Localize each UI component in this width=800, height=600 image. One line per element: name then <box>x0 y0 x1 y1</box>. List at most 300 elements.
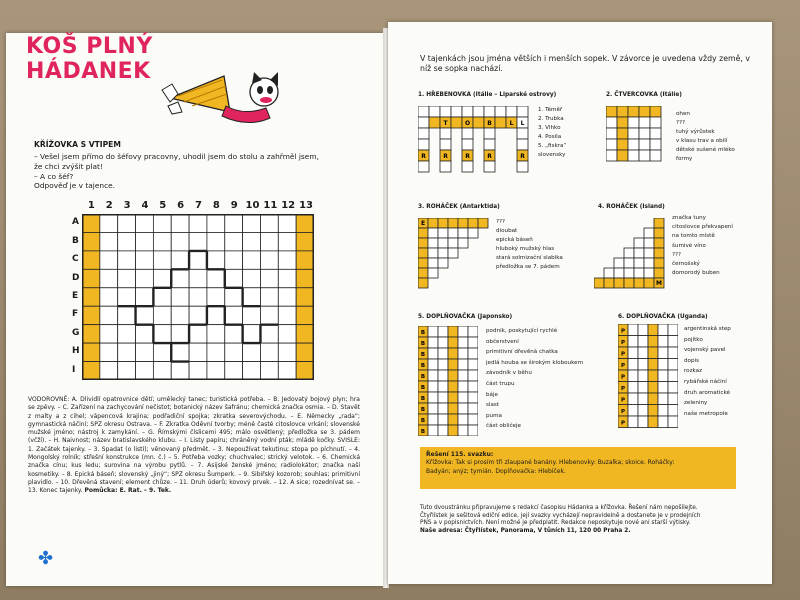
grid-cell[interactable] <box>658 416 668 428</box>
grid-cell[interactable] <box>468 370 478 381</box>
grid-cell[interactable] <box>296 251 314 269</box>
grid-cell[interactable] <box>617 150 628 161</box>
grid-cell[interactable] <box>153 288 171 306</box>
grid-cell[interactable] <box>100 251 118 269</box>
grid-cell[interactable] <box>243 343 261 361</box>
grid-cell[interactable] <box>189 251 207 269</box>
grid-cell[interactable] <box>440 161 451 172</box>
grid-cell[interactable] <box>648 405 658 417</box>
grid-cell[interactable] <box>628 128 639 139</box>
grid-cell[interactable] <box>100 343 118 361</box>
grid-cell[interactable] <box>438 381 448 392</box>
grid-cell[interactable] <box>468 228 478 238</box>
grid-cell[interactable] <box>278 306 296 324</box>
grid-cell[interactable] <box>478 218 488 228</box>
grid-cell[interactable] <box>517 139 528 150</box>
grid-cell[interactable] <box>438 337 448 348</box>
grid-cell[interactable] <box>296 214 314 232</box>
grid-cell[interactable] <box>260 232 278 250</box>
grid-cell[interactable] <box>639 150 650 161</box>
grid-cell[interactable] <box>468 348 478 359</box>
grid-cell[interactable] <box>604 278 614 288</box>
grid-cell[interactable] <box>207 325 225 343</box>
grid-cell[interactable] <box>648 347 658 359</box>
grid-cell[interactable] <box>418 258 428 268</box>
grid-cell[interactable] <box>648 359 658 371</box>
grid-cell[interactable] <box>243 306 261 324</box>
grid-cell[interactable] <box>136 325 154 343</box>
grid-cell[interactable] <box>82 325 100 343</box>
grid-cell[interactable] <box>429 117 440 128</box>
grid-cell[interactable] <box>648 393 658 405</box>
grid-cell[interactable] <box>638 416 648 428</box>
grid-cell[interactable] <box>100 362 118 380</box>
grid-cell[interactable] <box>438 414 448 425</box>
grid-cell[interactable] <box>658 393 668 405</box>
grid-cell[interactable] <box>628 336 638 348</box>
grid-cell[interactable] <box>448 392 458 403</box>
grid-cell[interactable] <box>668 359 678 371</box>
grid-cell[interactable] <box>418 238 428 248</box>
grid-cell[interactable] <box>118 269 136 287</box>
grid-cell[interactable] <box>468 326 478 337</box>
grid-cell[interactable] <box>650 128 661 139</box>
grid-cell[interactable] <box>428 228 438 238</box>
crossword-grid[interactable] <box>82 214 314 380</box>
grid-cell[interactable] <box>438 348 448 359</box>
grid-cell[interactable] <box>171 232 189 250</box>
grid-cell[interactable] <box>260 343 278 361</box>
grid-cell[interactable] <box>296 343 314 361</box>
grid-cell[interactable] <box>136 251 154 269</box>
grid-cell[interactable] <box>644 268 654 278</box>
grid-cell[interactable] <box>278 232 296 250</box>
grid-cell[interactable] <box>668 370 678 382</box>
grid-cell[interactable] <box>243 269 261 287</box>
grid-cell[interactable] <box>438 359 448 370</box>
grid-cell[interactable] <box>644 238 654 248</box>
grid-cell[interactable] <box>82 306 100 324</box>
grid-cell[interactable] <box>506 106 517 117</box>
grid-cell[interactable] <box>628 117 639 128</box>
grid-cell[interactable] <box>628 405 638 417</box>
grid-cell[interactable] <box>136 343 154 361</box>
grid-cell[interactable] <box>638 336 648 348</box>
grid-cell[interactable] <box>429 106 440 117</box>
grid-cell[interactable] <box>153 251 171 269</box>
grid-cell[interactable] <box>189 288 207 306</box>
grid-cell[interactable] <box>517 161 528 172</box>
grid-cell[interactable] <box>484 139 495 150</box>
grid-cell[interactable] <box>468 414 478 425</box>
grid-cell[interactable] <box>458 392 468 403</box>
grid-cell[interactable] <box>418 161 429 172</box>
grid-cell[interactable] <box>458 403 468 414</box>
grid-cell[interactable] <box>668 336 678 348</box>
grid-cell[interactable] <box>473 117 484 128</box>
grid-cell[interactable] <box>624 248 634 258</box>
grid-cell[interactable] <box>243 362 261 380</box>
grid-cell[interactable] <box>296 306 314 324</box>
grid-cell[interactable] <box>136 306 154 324</box>
grid-cell[interactable] <box>418 228 428 238</box>
grid-cell[interactable] <box>153 362 171 380</box>
grid-cell[interactable] <box>644 248 654 258</box>
grid-cell[interactable] <box>638 405 648 417</box>
grid-cell[interactable] <box>243 232 261 250</box>
grid-cell[interactable] <box>617 139 628 150</box>
grid-cell[interactable] <box>428 337 438 348</box>
grid-cell[interactable] <box>260 288 278 306</box>
grid-cell[interactable] <box>118 325 136 343</box>
puzzle-1-grid[interactable] <box>418 106 530 178</box>
grid-cell[interactable] <box>458 218 468 228</box>
grid-cell[interactable] <box>484 128 495 139</box>
grid-cell[interactable] <box>438 403 448 414</box>
grid-cell[interactable] <box>468 359 478 370</box>
grid-cell[interactable] <box>171 251 189 269</box>
grid-cell[interactable] <box>438 370 448 381</box>
grid-cell[interactable] <box>82 232 100 250</box>
grid-cell[interactable] <box>468 337 478 348</box>
grid-cell[interactable] <box>118 251 136 269</box>
grid-cell[interactable] <box>418 117 429 128</box>
grid-cell[interactable] <box>189 269 207 287</box>
grid-cell[interactable] <box>628 370 638 382</box>
grid-cell[interactable] <box>440 128 451 139</box>
grid-cell[interactable] <box>207 269 225 287</box>
grid-cell[interactable] <box>438 228 448 238</box>
grid-cell[interactable] <box>658 370 668 382</box>
grid-cell[interactable] <box>462 106 473 117</box>
grid-cell[interactable] <box>458 359 468 370</box>
grid-cell[interactable] <box>658 324 668 336</box>
grid-cell[interactable] <box>428 414 438 425</box>
puzzle-6-grid[interactable] <box>618 324 678 428</box>
grid-cell[interactable] <box>495 117 506 128</box>
grid-cell[interactable] <box>628 150 639 161</box>
grid-cell[interactable] <box>650 117 661 128</box>
grid-cell[interactable] <box>638 347 648 359</box>
grid-cell[interactable] <box>654 248 664 258</box>
grid-cell[interactable] <box>100 232 118 250</box>
grid-cell[interactable] <box>468 392 478 403</box>
grid-cell[interactable] <box>648 382 658 394</box>
grid-cell[interactable] <box>189 362 207 380</box>
grid-cell[interactable] <box>648 370 658 382</box>
grid-cell[interactable] <box>628 106 639 117</box>
grid-cell[interactable] <box>260 214 278 232</box>
grid-cell[interactable] <box>639 106 650 117</box>
grid-cell[interactable] <box>207 343 225 361</box>
grid-cell[interactable] <box>468 425 478 436</box>
grid-cell[interactable] <box>462 128 473 139</box>
grid-cell[interactable] <box>418 278 428 288</box>
grid-cell[interactable] <box>428 326 438 337</box>
grid-cell[interactable] <box>617 117 628 128</box>
grid-cell[interactable] <box>278 343 296 361</box>
grid-cell[interactable] <box>638 382 648 394</box>
grid-cell[interactable] <box>638 393 648 405</box>
grid-cell[interactable] <box>458 370 468 381</box>
grid-cell[interactable] <box>634 238 644 248</box>
grid-cell[interactable] <box>606 128 617 139</box>
grid-cell[interactable] <box>644 258 654 268</box>
grid-cell[interactable] <box>639 117 650 128</box>
grid-cell[interactable] <box>82 343 100 361</box>
grid-cell[interactable] <box>438 425 448 436</box>
grid-cell[interactable] <box>634 278 644 288</box>
grid-cell[interactable] <box>650 150 661 161</box>
grid-cell[interactable] <box>448 403 458 414</box>
grid-cell[interactable] <box>517 106 528 117</box>
grid-cell[interactable] <box>225 251 243 269</box>
grid-cell[interactable] <box>243 288 261 306</box>
grid-cell[interactable] <box>207 306 225 324</box>
grid-cell[interactable] <box>418 248 428 258</box>
grid-cell[interactable] <box>171 343 189 361</box>
grid-cell[interactable] <box>418 139 429 150</box>
grid-cell[interactable] <box>606 106 617 117</box>
grid-cell[interactable] <box>451 117 462 128</box>
grid-cell[interactable] <box>100 214 118 232</box>
grid-cell[interactable] <box>438 392 448 403</box>
grid-cell[interactable] <box>638 359 648 371</box>
grid-cell[interactable] <box>468 218 478 228</box>
grid-cell[interactable] <box>448 337 458 348</box>
grid-cell[interactable] <box>448 228 458 238</box>
grid-cell[interactable] <box>668 347 678 359</box>
grid-cell[interactable] <box>624 278 634 288</box>
grid-cell[interactable] <box>260 325 278 343</box>
grid-cell[interactable] <box>650 139 661 150</box>
grid-cell[interactable] <box>296 288 314 306</box>
grid-cell[interactable] <box>668 393 678 405</box>
grid-cell[interactable] <box>468 403 478 414</box>
grid-cell[interactable] <box>207 288 225 306</box>
grid-cell[interactable] <box>118 288 136 306</box>
grid-cell[interactable] <box>448 381 458 392</box>
grid-cell[interactable] <box>428 381 438 392</box>
grid-cell[interactable] <box>418 268 428 278</box>
grid-cell[interactable] <box>448 370 458 381</box>
grid-cell[interactable] <box>428 218 438 228</box>
grid-cell[interactable] <box>638 370 648 382</box>
grid-cell[interactable] <box>634 248 644 258</box>
grid-cell[interactable] <box>628 347 638 359</box>
grid-cell[interactable] <box>438 218 448 228</box>
grid-cell[interactable] <box>634 268 644 278</box>
grid-cell[interactable] <box>654 238 664 248</box>
grid-cell[interactable] <box>296 269 314 287</box>
grid-cell[interactable] <box>428 359 438 370</box>
grid-cell[interactable] <box>171 214 189 232</box>
grid-cell[interactable] <box>278 251 296 269</box>
grid-cell[interactable] <box>644 278 654 288</box>
grid-cell[interactable] <box>82 288 100 306</box>
grid-cell[interactable] <box>136 214 154 232</box>
grid-cell[interactable] <box>225 325 243 343</box>
grid-cell[interactable] <box>428 248 438 258</box>
grid-cell[interactable] <box>118 214 136 232</box>
grid-cell[interactable] <box>428 238 438 248</box>
grid-cell[interactable] <box>260 362 278 380</box>
grid-cell[interactable] <box>628 393 638 405</box>
grid-cell[interactable] <box>462 161 473 172</box>
grid-cell[interactable] <box>654 258 664 268</box>
grid-cell[interactable] <box>82 251 100 269</box>
grid-cell[interactable] <box>440 106 451 117</box>
grid-cell[interactable] <box>668 405 678 417</box>
grid-cell[interactable] <box>606 150 617 161</box>
grid-cell[interactable] <box>153 214 171 232</box>
grid-cell[interactable] <box>260 269 278 287</box>
grid-cell[interactable] <box>153 325 171 343</box>
grid-cell[interactable] <box>658 405 668 417</box>
grid-cell[interactable] <box>278 362 296 380</box>
grid-cell[interactable] <box>440 139 451 150</box>
grid-cell[interactable] <box>654 218 664 228</box>
grid-cell[interactable] <box>654 268 664 278</box>
grid-cell[interactable] <box>428 392 438 403</box>
grid-cell[interactable] <box>296 325 314 343</box>
puzzle-2-grid[interactable] <box>606 106 670 170</box>
grid-cell[interactable] <box>189 325 207 343</box>
grid-cell[interactable] <box>296 232 314 250</box>
grid-cell[interactable] <box>243 251 261 269</box>
grid-cell[interactable] <box>225 343 243 361</box>
grid-cell[interactable] <box>82 362 100 380</box>
grid-cell[interactable] <box>668 324 678 336</box>
grid-cell[interactable] <box>604 268 614 278</box>
grid-cell[interactable] <box>171 325 189 343</box>
grid-cell[interactable] <box>517 128 528 139</box>
grid-cell[interactable] <box>648 336 658 348</box>
grid-cell[interactable] <box>153 232 171 250</box>
grid-cell[interactable] <box>82 214 100 232</box>
grid-cell[interactable] <box>118 362 136 380</box>
grid-cell[interactable] <box>428 348 438 359</box>
grid-cell[interactable] <box>207 362 225 380</box>
grid-cell[interactable] <box>296 362 314 380</box>
grid-cell[interactable] <box>462 139 473 150</box>
puzzle-3-grid[interactable] <box>418 218 490 290</box>
grid-cell[interactable] <box>136 269 154 287</box>
grid-cell[interactable] <box>118 306 136 324</box>
grid-cell[interactable] <box>495 106 506 117</box>
grid-cell[interactable] <box>451 106 462 117</box>
grid-cell[interactable] <box>658 382 668 394</box>
grid-cell[interactable] <box>418 128 429 139</box>
grid-cell[interactable] <box>118 232 136 250</box>
grid-cell[interactable] <box>225 306 243 324</box>
grid-cell[interactable] <box>225 288 243 306</box>
grid-cell[interactable] <box>448 348 458 359</box>
grid-cell[interactable] <box>458 228 468 238</box>
grid-cell[interactable] <box>428 403 438 414</box>
grid-cell[interactable] <box>606 139 617 150</box>
puzzle-5-grid[interactable] <box>418 326 478 436</box>
grid-cell[interactable] <box>658 359 668 371</box>
grid-cell[interactable] <box>171 306 189 324</box>
grid-cell[interactable] <box>628 359 638 371</box>
grid-cell[interactable] <box>628 139 639 150</box>
grid-cell[interactable] <box>100 269 118 287</box>
grid-cell[interactable] <box>634 258 644 268</box>
puzzle-4-grid[interactable] <box>594 218 666 290</box>
grid-cell[interactable] <box>189 306 207 324</box>
grid-cell[interactable] <box>438 248 448 258</box>
grid-cell[interactable] <box>473 106 484 117</box>
grid-cell[interactable] <box>594 278 604 288</box>
grid-cell[interactable] <box>207 251 225 269</box>
grid-cell[interactable] <box>207 214 225 232</box>
grid-cell[interactable] <box>458 238 468 248</box>
grid-cell[interactable] <box>458 348 468 359</box>
grid-cell[interactable] <box>668 416 678 428</box>
grid-cell[interactable] <box>628 416 638 428</box>
grid-cell[interactable] <box>448 359 458 370</box>
grid-cell[interactable] <box>278 288 296 306</box>
grid-cell[interactable] <box>171 288 189 306</box>
grid-cell[interactable] <box>428 268 438 278</box>
grid-cell[interactable] <box>171 362 189 380</box>
grid-cell[interactable] <box>628 382 638 394</box>
grid-cell[interactable] <box>617 106 628 117</box>
grid-cell[interactable] <box>153 269 171 287</box>
grid-cell[interactable] <box>189 214 207 232</box>
grid-cell[interactable] <box>614 268 624 278</box>
grid-cell[interactable] <box>448 248 458 258</box>
grid-cell[interactable] <box>438 258 448 268</box>
grid-cell[interactable] <box>658 347 668 359</box>
grid-cell[interactable] <box>438 326 448 337</box>
grid-cell[interactable] <box>278 214 296 232</box>
grid-cell[interactable] <box>153 306 171 324</box>
grid-cell[interactable] <box>468 381 478 392</box>
grid-cell[interactable] <box>100 325 118 343</box>
grid-cell[interactable] <box>628 324 638 336</box>
grid-cell[interactable] <box>243 325 261 343</box>
grid-cell[interactable] <box>458 326 468 337</box>
grid-cell[interactable] <box>82 269 100 287</box>
grid-cell[interactable] <box>418 106 429 117</box>
grid-cell[interactable] <box>100 306 118 324</box>
grid-cell[interactable] <box>606 117 617 128</box>
grid-cell[interactable] <box>136 288 154 306</box>
grid-cell[interactable] <box>639 128 650 139</box>
grid-cell[interactable] <box>225 269 243 287</box>
grid-cell[interactable] <box>614 278 624 288</box>
grid-cell[interactable] <box>448 326 458 337</box>
grid-cell[interactable] <box>171 269 189 287</box>
grid-cell[interactable] <box>225 232 243 250</box>
grid-cell[interactable] <box>448 218 458 228</box>
grid-cell[interactable] <box>448 414 458 425</box>
grid-cell[interactable] <box>458 337 468 348</box>
grid-cell[interactable] <box>428 425 438 436</box>
grid-cell[interactable] <box>648 416 658 428</box>
grid-cell[interactable] <box>260 251 278 269</box>
grid-cell[interactable] <box>189 232 207 250</box>
grid-cell[interactable] <box>458 414 468 425</box>
grid-cell[interactable] <box>136 362 154 380</box>
grid-cell[interactable] <box>668 382 678 394</box>
grid-cell[interactable] <box>458 381 468 392</box>
grid-cell[interactable] <box>225 362 243 380</box>
grid-cell[interactable] <box>658 336 668 348</box>
grid-cell[interactable] <box>654 228 664 238</box>
